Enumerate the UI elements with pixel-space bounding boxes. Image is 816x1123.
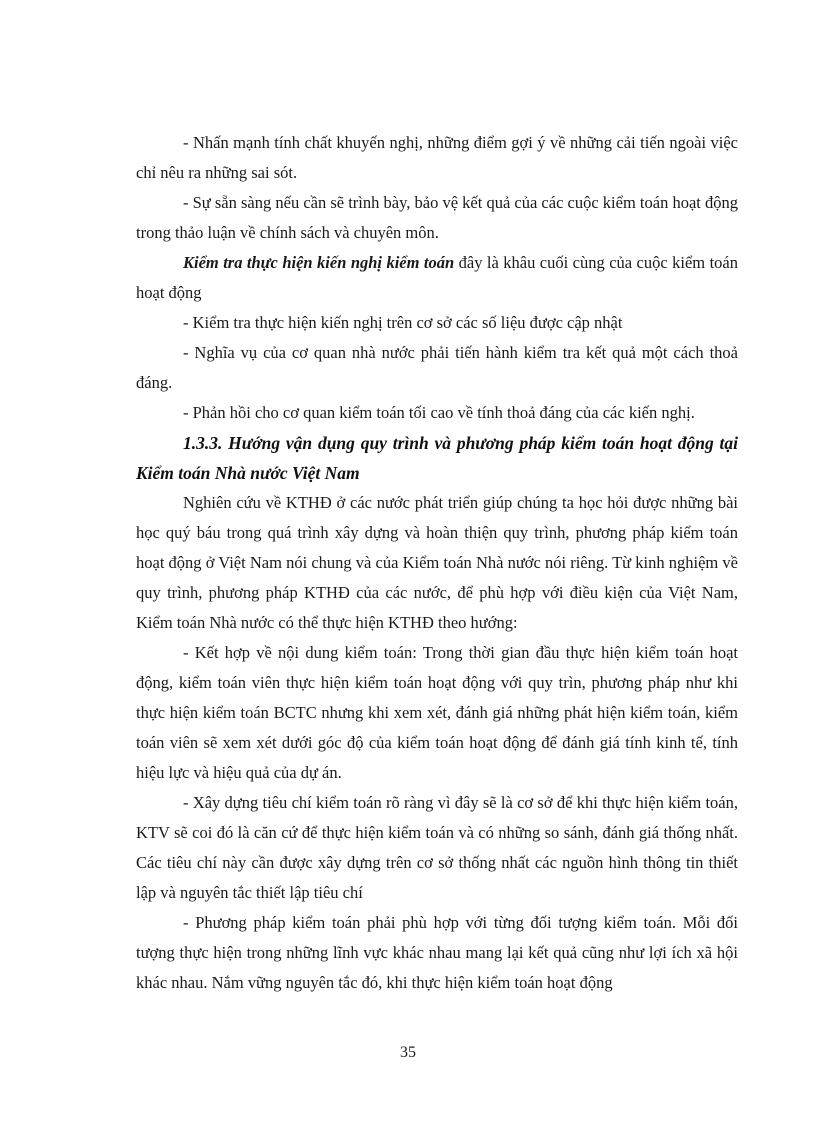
paragraph-research-intro: Nghiên cứu về KTHĐ ở các nước phát triển giúp chúng ta học hỏi được những bài học quý báu trong quá trình xây dựng và hoàn thiện quy trình, phương pháp kiểm toán hoạt động ở Việt Nam nói chung và của Kiểm toán Nhà nước nói riêng. Từ kinh nghiệm về quy trình, phương pháp KTHĐ của các nước, để phù hợp với điều kiện của Việt Nam, Kiểm toán Nhà nước có thể thực hiện KTHĐ theo hướng: [136,493,738,632]
paragraph-combine-content: - Kết hợp về nội dung kiểm toán: Trong thời gian đầu thực hiện kiểm toán hoạt động, kiểm toán viên thực hiện kiểm toán hoạt động với quy trìn, phương pháp như khi thực hiện kiểm toán BCTC nhưng khi xem xét, đánh giá những phát hiện kiểm toán, kiểm toán viên sẽ xem xét dưới góc độ của kiểm toán hoạt động để đánh giá tính kinh tế, tính hiệu lực và hiệu quả của dự án. [136,643,738,782]
paragraph-readiness-defense: - Sự sẵn sàng nếu cần sẽ trình bày, bảo vệ kết quả của các cuộc kiểm toán hoạt động trong thảo luận về chính sách và chuyên môn. [136,193,738,242]
follow-up-audit-lead: Kiểm tra thực hiện kiến nghị kiểm toán [183,253,455,272]
paragraph-feedback-sai: - Phản hồi cho cơ quan kiểm toán tối cao về tính thoả đáng của các kiến nghị. [183,403,695,422]
page-number: 35 [400,1044,416,1061]
section-heading-1-3-3: 1.3.3. Hướng vận dụng quy trình và phương pháp kiểm toán hoạt động tại Kiểm toán Nhà nước Việt Nam [136,433,738,483]
follow-up-audit-text: đây là khâu cuối cùng của cuộc kiểm toán hoạt động [136,253,738,302]
paragraph-check-recommendations: - Kiểm tra thực hiện kiến nghị trên cơ sở các số liệu được cập nhật [183,313,623,332]
page-body [136,128,738,998]
paragraph-build-criteria: - Xây dựng tiêu chí kiểm toán rõ ràng vì đây sẽ là cơ sở để khi thực hiện kiểm toán, KTV sẽ coi đó là căn cứ để thực hiện kiểm toán và có những so sánh, đánh giá thống nhất. Các tiêu chí này cần được xây dựng trên cơ sở thống nhất các nguồn hình thông tin thiết lập và nguyên tắc thiết lập tiêu chí [136,793,738,902]
paragraph-follow-up-audit [136,248,738,308]
paragraph-state-agency-duty: - Nghĩa vụ của cơ quan nhà nước phải tiến hành kiểm tra kết quả một cách thoả đáng. [136,343,738,392]
paragraph-audit-method: - Phương pháp kiểm toán phải phù hợp với từng đối tượng kiểm toán. Mỗi đối tượng thực hiện trong những lĩnh vực khác nhau mang lại kết quả cũng như lợi ích xã hội khác nhau. Nắm vững nguyên tắc đó, khi thực hiện kiểm toán hoạt động [136,913,738,992]
paragraph-recommendation-emphasis: - Nhấn mạnh tính chất khuyến nghị, những điểm gợi ý về những cải tiến ngoài việc chỉ nêu ra những sai sót. [136,133,738,182]
